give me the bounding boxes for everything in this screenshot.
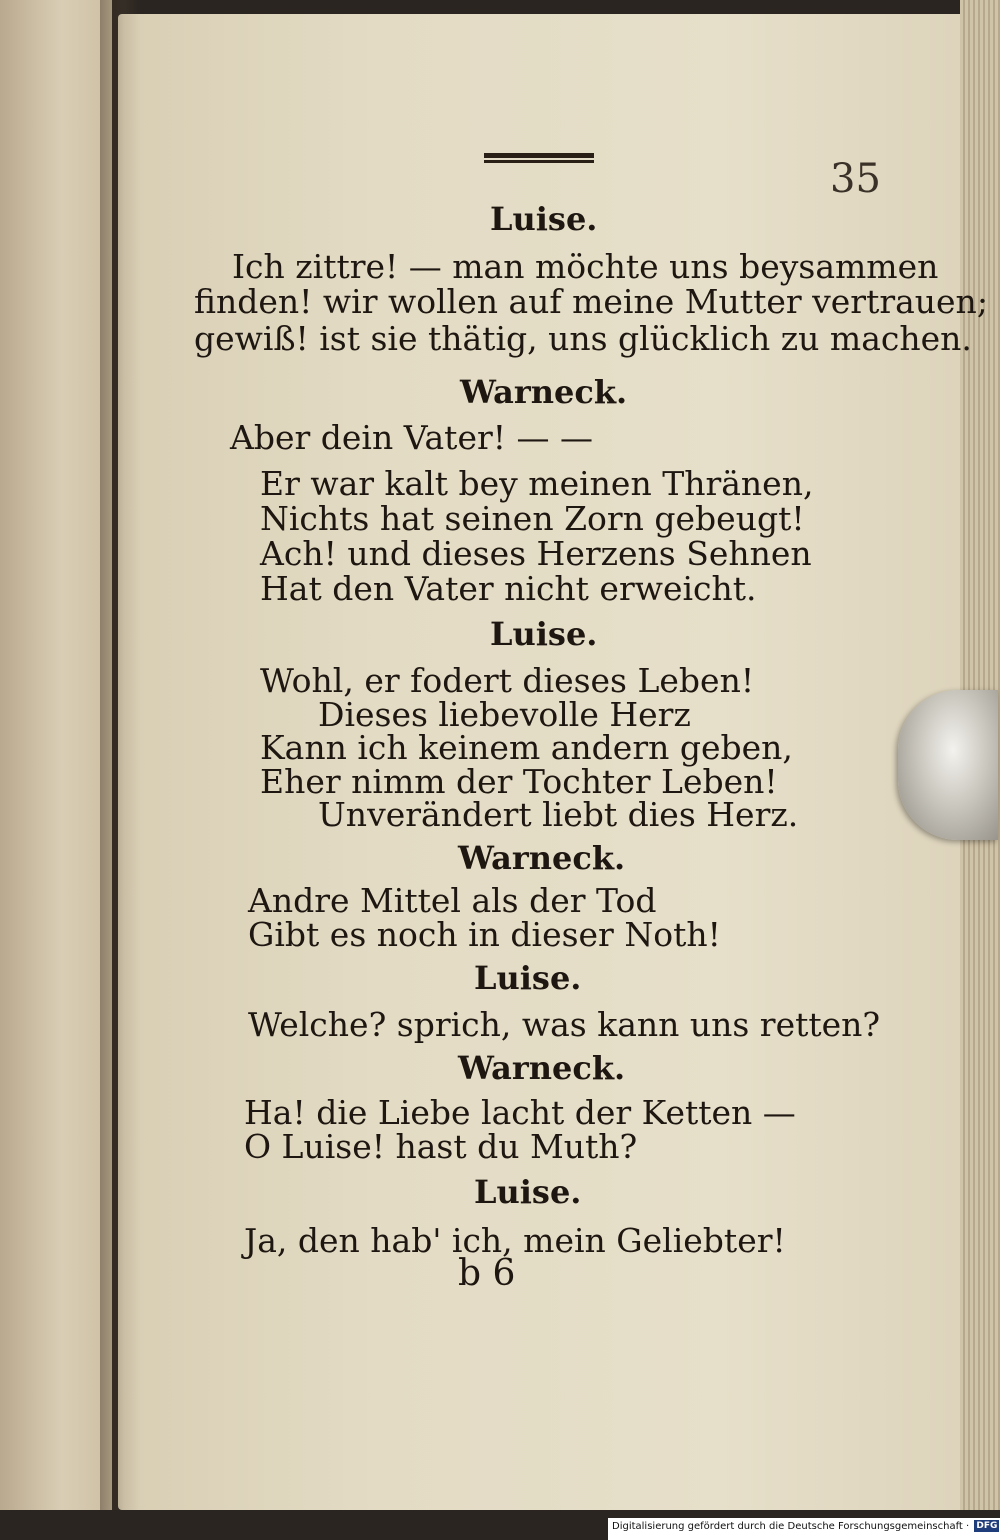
speaker-heading: Luise. bbox=[474, 959, 582, 997]
text-line: Wohl, er fodert dieses Leben! bbox=[260, 661, 755, 700]
speaker-heading: Luise. bbox=[490, 200, 598, 238]
speaker-heading: Warneck. bbox=[458, 1049, 626, 1087]
text-line: Nichts hat seinen Zorn gebeugt! bbox=[260, 499, 805, 538]
text-line: Dieses liebevolle Herz bbox=[318, 695, 691, 734]
signature-mark: b 6 bbox=[458, 1253, 516, 1294]
text-line: Er war kalt bey meinen Thränen, bbox=[260, 464, 814, 503]
text-line: finden! wir wollen auf meine Mutter vertrauen; bbox=[194, 282, 988, 321]
dfg-logo: DFG bbox=[976, 1521, 998, 1531]
text-line: gewiß! ist sie thätig, uns glücklich zu machen. bbox=[194, 319, 972, 358]
text-line: Ich zittre! — man möchte uns beysammen bbox=[232, 247, 939, 286]
left-page-edge bbox=[0, 0, 112, 1510]
text-line: Kann ich keinem andern geben, bbox=[260, 728, 793, 767]
text-line: Ha! die Liebe lacht der Ketten — bbox=[244, 1093, 796, 1132]
speaker-heading: Warneck. bbox=[460, 373, 628, 411]
speaker-heading: Luise. bbox=[474, 1173, 582, 1211]
text-line: Welche? sprich, was kann uns retten? bbox=[248, 1005, 881, 1044]
text-line: O Luise! hast du Muth? bbox=[244, 1127, 638, 1166]
text-line: Aber dein Vater! — — bbox=[230, 418, 593, 457]
speaker-heading: Warneck. bbox=[458, 839, 626, 877]
page-number: 35 bbox=[830, 156, 881, 202]
text-line: Unverändert liebt dies Herz. bbox=[318, 795, 799, 834]
text-line: Gibt es noch in dieser Noth! bbox=[248, 915, 721, 954]
page-clip-tab bbox=[898, 690, 998, 840]
speaker-heading: Luise. bbox=[490, 615, 598, 653]
text-line: Andre Mittel als der Tod bbox=[248, 881, 657, 920]
header-ornament-rule bbox=[484, 153, 594, 165]
text-line: Eher nimm der Tochter Leben! bbox=[260, 762, 778, 801]
text-line: Ja, den hab' ich, mein Geliebter! bbox=[244, 1221, 786, 1260]
book-gutter bbox=[100, 0, 140, 1510]
footer-text: Digitalisierung gefördert durch die Deutsche Forschungsgemeinschaft · bbox=[612, 1521, 970, 1532]
text-line: Ach! und dieses Herzens Sehnen bbox=[260, 534, 812, 573]
text-line: Hat den Vater nicht erweicht. bbox=[260, 569, 757, 608]
